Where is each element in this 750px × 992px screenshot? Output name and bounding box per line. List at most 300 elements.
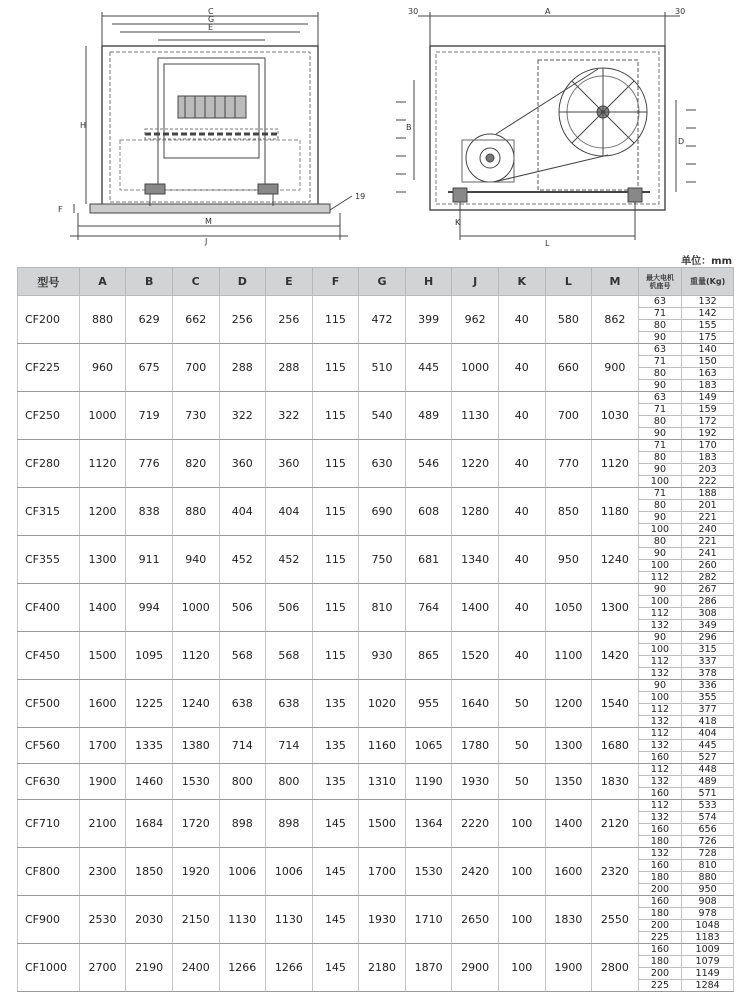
value-cell: 1240 <box>172 680 219 728</box>
motor-frame-value: 160 <box>650 752 670 763</box>
motor-frame-value: 160 <box>639 860 682 872</box>
value-cell: 714 <box>266 728 313 764</box>
value-cell: 256 <box>266 296 313 344</box>
value-cell: 1280 <box>452 488 499 536</box>
value-cell: 1530 <box>405 848 452 896</box>
value-cell: 900 <box>592 344 639 392</box>
weight-value: 192 <box>698 428 717 439</box>
header-c: C <box>172 268 219 296</box>
weight-cell <box>682 944 734 992</box>
weight-cell <box>682 764 734 800</box>
value-cell: 145 <box>312 896 359 944</box>
motor-frame-cell <box>638 584 682 632</box>
value-cell: 506 <box>219 584 266 632</box>
motor-frame-cell <box>638 680 682 728</box>
motor-frame-cell <box>638 632 682 680</box>
model-cell: CF630 <box>18 764 80 800</box>
value-cell: 115 <box>312 584 359 632</box>
value-cell: 1335 <box>126 728 173 764</box>
value-cell: 135 <box>312 764 359 800</box>
table-row <box>18 440 734 488</box>
value-cell: 322 <box>266 392 313 440</box>
motor-frame-value: 112 <box>650 572 670 583</box>
motor-frame-value: 100 <box>639 596 682 608</box>
header-m: M <box>592 268 639 296</box>
value-cell: 850 <box>545 488 592 536</box>
motor-frame-value: 160 <box>639 824 682 836</box>
weight-value: 1079 <box>682 956 733 968</box>
weight-value: 260 <box>682 560 733 572</box>
motor-frame-value: 90 <box>639 464 682 476</box>
value-cell: 1350 <box>545 764 592 800</box>
value-cell: 288 <box>266 344 313 392</box>
weight-value: 377 <box>682 704 733 716</box>
value-cell: 2700 <box>79 944 126 992</box>
motor-frame-cell <box>638 800 682 848</box>
motor-frame-value: 71 <box>639 404 682 416</box>
value-cell: 452 <box>266 536 313 584</box>
weight-cell <box>682 392 734 440</box>
model-cell: CF315 <box>18 488 80 536</box>
value-cell: 1780 <box>452 728 499 764</box>
weight-value: 355 <box>682 692 733 704</box>
table-row <box>18 296 734 344</box>
weight-value: 183 <box>698 380 717 391</box>
value-cell: 730 <box>172 392 219 440</box>
value-cell: 2320 <box>592 848 639 896</box>
value-cell: 1020 <box>359 680 406 728</box>
value-cell: 1240 <box>592 536 639 584</box>
motor-frame-cell <box>638 344 682 392</box>
dim-label-d: D <box>678 137 685 146</box>
value-cell: 1266 <box>219 944 266 992</box>
weight-value: 201 <box>682 500 733 512</box>
value-cell: 135 <box>312 728 359 764</box>
dim-label-30-left: 30 <box>408 7 419 16</box>
value-cell: 1500 <box>359 800 406 848</box>
value-cell: 115 <box>312 392 359 440</box>
value-cell: 1300 <box>545 728 592 764</box>
motor-frame-value: 63 <box>639 344 682 356</box>
motor-frame-value: 90 <box>653 332 667 343</box>
value-cell: 838 <box>126 488 173 536</box>
weight-value: 349 <box>698 620 717 631</box>
value-cell: 2220 <box>452 800 499 848</box>
value-cell: 1400 <box>452 584 499 632</box>
value-cell: 1640 <box>452 680 499 728</box>
header-j: J <box>452 268 499 296</box>
value-cell: 820 <box>172 440 219 488</box>
value-cell: 50 <box>498 728 545 764</box>
weight-cell <box>682 344 734 392</box>
value-cell: 1220 <box>452 440 499 488</box>
value-cell: 510 <box>359 344 406 392</box>
motor-frame-value: 71 <box>639 308 682 320</box>
motor-frame-value: 71 <box>639 356 682 368</box>
weight-cell <box>682 488 734 536</box>
value-cell: 1520 <box>452 632 499 680</box>
motor-frame-value: 90 <box>639 512 682 524</box>
value-cell: 1006 <box>219 848 266 896</box>
value-cell: 40 <box>498 344 545 392</box>
table-body <box>18 296 734 992</box>
weight-value: 159 <box>682 404 733 416</box>
motor-frame-value: 100 <box>639 644 682 656</box>
weight-cell <box>682 632 734 680</box>
motor-frame-cell <box>638 392 682 440</box>
value-cell: 764 <box>405 584 452 632</box>
motor-frame-value: 160 <box>650 788 670 799</box>
weight-value: 315 <box>682 644 733 656</box>
table-row <box>18 800 734 848</box>
dim-label-a: A <box>545 7 551 16</box>
value-cell: 1900 <box>79 764 126 800</box>
value-cell: 1600 <box>545 848 592 896</box>
motor-frame-value: 90 <box>639 632 682 644</box>
unit-label: 单位：mm <box>681 256 732 267</box>
motor-frame-value: 80 <box>639 452 682 464</box>
value-cell: 1130 <box>219 896 266 944</box>
motor-frame-value: 90 <box>639 548 682 560</box>
weight-cell <box>682 536 734 584</box>
value-cell: 1540 <box>592 680 639 728</box>
value-cell: 1160 <box>359 728 406 764</box>
model-cell: CF800 <box>18 848 80 896</box>
weight-value: 183 <box>682 452 733 464</box>
motor-frame-value: 225 <box>650 932 670 943</box>
motor-frame-value: 80 <box>639 320 682 332</box>
value-cell: 638 <box>266 680 313 728</box>
motor-frame-cell <box>638 896 682 944</box>
value-cell: 898 <box>219 800 266 848</box>
weight-value: 978 <box>682 908 733 920</box>
motor-frame-value: 90 <box>653 428 667 439</box>
motor-frame-value: 71 <box>639 488 682 500</box>
header-model: 型号 <box>18 268 80 296</box>
value-cell: 1500 <box>79 632 126 680</box>
value-cell: 115 <box>312 488 359 536</box>
header-f: F <box>312 268 359 296</box>
value-cell: 322 <box>219 392 266 440</box>
value-cell: 1420 <box>592 632 639 680</box>
motor-frame-value: 63 <box>639 296 682 308</box>
motor-frame-value: 90 <box>653 380 667 391</box>
weight-value: 175 <box>698 332 717 343</box>
value-cell: 1870 <box>405 944 452 992</box>
table-row <box>18 680 734 728</box>
value-cell: 40 <box>498 536 545 584</box>
value-cell: 1120 <box>79 440 126 488</box>
value-cell: 1030 <box>592 392 639 440</box>
value-cell: 714 <box>219 728 266 764</box>
table-row <box>18 896 734 944</box>
header-g: G <box>359 268 406 296</box>
motor-frame-value: 112 <box>639 728 682 740</box>
value-cell: 288 <box>219 344 266 392</box>
value-cell: 719 <box>126 392 173 440</box>
value-cell: 1920 <box>172 848 219 896</box>
weight-value: 221 <box>682 512 733 524</box>
value-cell: 1120 <box>592 440 639 488</box>
value-cell: 1830 <box>592 764 639 800</box>
side-view-labels <box>406 7 685 248</box>
value-cell: 1065 <box>405 728 452 764</box>
weight-value: 267 <box>682 584 733 596</box>
value-cell: 40 <box>498 440 545 488</box>
technical-drawings <box>0 0 750 252</box>
value-cell: 940 <box>172 536 219 584</box>
weight-cell <box>682 728 734 764</box>
motor-frame-value: 200 <box>639 920 682 932</box>
weight-value: 574 <box>682 812 733 824</box>
weight-cell <box>682 584 734 632</box>
weight-value: 155 <box>682 320 733 332</box>
value-cell: 1130 <box>452 392 499 440</box>
value-cell: 568 <box>219 632 266 680</box>
weight-value: 282 <box>698 572 717 583</box>
value-cell: 800 <box>219 764 266 800</box>
weight-value: 142 <box>682 308 733 320</box>
motor-frame-value: 160 <box>639 944 682 956</box>
value-cell: 911 <box>126 536 173 584</box>
dim-label-f: F <box>58 205 63 214</box>
motor-frame-cell <box>638 764 682 800</box>
value-cell: 1200 <box>545 680 592 728</box>
value-cell: 145 <box>312 800 359 848</box>
dim-label-e: E <box>208 23 214 32</box>
value-cell: 955 <box>405 680 452 728</box>
table-header-row <box>18 268 734 296</box>
value-cell: 2030 <box>126 896 173 944</box>
weight-value: 950 <box>698 884 717 895</box>
value-cell: 2800 <box>592 944 639 992</box>
weight-value: 728 <box>682 848 733 860</box>
value-cell: 2300 <box>79 848 126 896</box>
value-cell: 445 <box>405 344 452 392</box>
value-cell: 1364 <box>405 800 452 848</box>
motor-frame-value: 100 <box>650 524 670 535</box>
dim-label-b: B <box>406 123 412 132</box>
value-cell: 2400 <box>172 944 219 992</box>
model-cell: CF500 <box>18 680 80 728</box>
motor-frame-value: 132 <box>650 668 670 679</box>
value-cell: 770 <box>545 440 592 488</box>
model-cell: CF400 <box>18 584 80 632</box>
header-h: H <box>405 268 452 296</box>
weight-cell <box>682 296 734 344</box>
weight-value: 378 <box>698 668 717 679</box>
value-cell: 2100 <box>79 800 126 848</box>
motor-frame-value: 132 <box>639 848 682 860</box>
value-cell: 630 <box>359 440 406 488</box>
value-cell: 700 <box>545 392 592 440</box>
weight-value: 1183 <box>695 932 720 943</box>
header-weight: 重量(Kg) <box>682 268 734 296</box>
weight-value: 1149 <box>682 968 733 980</box>
value-cell: 40 <box>498 488 545 536</box>
header-l: L <box>545 268 592 296</box>
value-cell: 865 <box>405 632 452 680</box>
table-row <box>18 536 734 584</box>
motor-frame-value: 180 <box>639 908 682 920</box>
value-cell: 800 <box>266 764 313 800</box>
motor-frame-value: 112 <box>639 800 682 812</box>
value-cell: 1120 <box>172 632 219 680</box>
value-cell: 1000 <box>79 392 126 440</box>
value-cell: 580 <box>545 296 592 344</box>
value-cell: 1700 <box>79 728 126 764</box>
table-row <box>18 584 734 632</box>
value-cell: 115 <box>312 536 359 584</box>
front-view-drawing <box>70 12 352 240</box>
value-cell: 2420 <box>452 848 499 896</box>
value-cell: 115 <box>312 296 359 344</box>
value-cell: 50 <box>498 764 545 800</box>
weight-value: 336 <box>682 680 733 692</box>
table-row <box>18 944 734 992</box>
value-cell: 50 <box>498 680 545 728</box>
motor-frame-value: 80 <box>639 416 682 428</box>
dim-label-c: C <box>208 7 214 16</box>
weight-value: 418 <box>698 716 717 727</box>
value-cell: 360 <box>219 440 266 488</box>
motor-frame-value: 90 <box>639 584 682 596</box>
side-view-drawing <box>396 12 696 240</box>
weight-value: 163 <box>682 368 733 380</box>
model-cell: CF450 <box>18 632 80 680</box>
value-cell: 660 <box>545 344 592 392</box>
header-b: B <box>126 268 173 296</box>
header-d: D <box>219 268 266 296</box>
motor-frame-value: 132 <box>639 740 682 752</box>
weight-value: 445 <box>682 740 733 752</box>
weight-cell <box>682 896 734 944</box>
motor-frame-value: 112 <box>639 704 682 716</box>
motor-frame-value: 112 <box>639 764 682 776</box>
value-cell: 1095 <box>126 632 173 680</box>
motor-frame-cell <box>638 296 682 344</box>
weight-value: 203 <box>682 464 733 476</box>
weight-value: 656 <box>682 824 733 836</box>
motor-frame-value: 100 <box>650 476 670 487</box>
motor-frame-value: 112 <box>639 656 682 668</box>
weight-value: 172 <box>682 416 733 428</box>
model-cell: CF225 <box>18 344 80 392</box>
value-cell: 1680 <box>592 728 639 764</box>
value-cell: 540 <box>359 392 406 440</box>
motor-frame-cell <box>638 944 682 992</box>
motor-frame-value: 80 <box>639 536 682 548</box>
value-cell: 1700 <box>359 848 406 896</box>
value-cell: 700 <box>172 344 219 392</box>
value-cell: 256 <box>219 296 266 344</box>
weight-value: 150 <box>682 356 733 368</box>
table-row <box>18 728 734 764</box>
dim-label-19: 19 <box>355 192 366 201</box>
value-cell: 960 <box>79 344 126 392</box>
weight-value: 170 <box>682 440 733 452</box>
table-row <box>18 848 734 896</box>
motor-frame-value: 180 <box>650 836 670 847</box>
value-cell: 40 <box>498 296 545 344</box>
value-cell: 1400 <box>79 584 126 632</box>
value-cell: 675 <box>126 344 173 392</box>
value-cell: 2120 <box>592 800 639 848</box>
model-cell: CF900 <box>18 896 80 944</box>
value-cell: 40 <box>498 584 545 632</box>
motor-frame-value: 71 <box>639 440 682 452</box>
motor-frame-cell <box>638 848 682 896</box>
weight-value: 222 <box>698 476 717 487</box>
table-row <box>18 344 734 392</box>
value-cell: 1200 <box>79 488 126 536</box>
value-cell: 1530 <box>172 764 219 800</box>
motor-frame-value: 100 <box>639 692 682 704</box>
value-cell: 2900 <box>452 944 499 992</box>
motor-frame-value: 132 <box>650 620 670 631</box>
weight-value: 571 <box>698 788 717 799</box>
header-k: K <box>498 268 545 296</box>
value-cell: 1300 <box>79 536 126 584</box>
header-a: A <box>79 268 126 296</box>
motor-frame-value: 200 <box>639 968 682 980</box>
weight-value: 448 <box>682 764 733 776</box>
value-cell: 472 <box>359 296 406 344</box>
motor-frame-value: 200 <box>650 884 670 895</box>
model-cell: CF280 <box>18 440 80 488</box>
value-cell: 452 <box>219 536 266 584</box>
value-cell: 750 <box>359 536 406 584</box>
value-cell: 1130 <box>266 896 313 944</box>
value-cell: 681 <box>405 536 452 584</box>
motor-frame-value: 80 <box>639 500 682 512</box>
weight-cell <box>682 680 734 728</box>
weight-value: 726 <box>698 836 717 847</box>
motor-frame-value: 112 <box>639 608 682 620</box>
table-row <box>18 488 734 536</box>
value-cell: 1050 <box>545 584 592 632</box>
value-cell: 880 <box>79 296 126 344</box>
value-cell: 1310 <box>359 764 406 800</box>
spec-table <box>17 267 734 992</box>
value-cell: 115 <box>312 344 359 392</box>
value-cell: 662 <box>172 296 219 344</box>
value-cell: 898 <box>266 800 313 848</box>
model-cell: CF710 <box>18 800 80 848</box>
weight-value: 533 <box>682 800 733 812</box>
value-cell: 862 <box>592 296 639 344</box>
model-cell: CF1000 <box>18 944 80 992</box>
value-cell: 1190 <box>405 764 452 800</box>
value-cell: 100 <box>498 944 545 992</box>
weight-value: 149 <box>682 392 733 404</box>
model-cell: CF355 <box>18 536 80 584</box>
dim-label-m: M <box>205 217 212 226</box>
motor-frame-cell <box>638 440 682 488</box>
value-cell: 100 <box>498 848 545 896</box>
weight-value: 296 <box>682 632 733 644</box>
motor-frame-value: 90 <box>639 680 682 692</box>
motor-frame-value: 80 <box>639 368 682 380</box>
weight-value: 810 <box>682 860 733 872</box>
value-cell: 100 <box>498 896 545 944</box>
dim-label-h: H <box>80 121 87 130</box>
value-cell: 1300 <box>592 584 639 632</box>
weight-value: 286 <box>682 596 733 608</box>
weight-value: 527 <box>698 752 717 763</box>
motor-frame-value: 63 <box>639 392 682 404</box>
value-cell: 145 <box>312 848 359 896</box>
